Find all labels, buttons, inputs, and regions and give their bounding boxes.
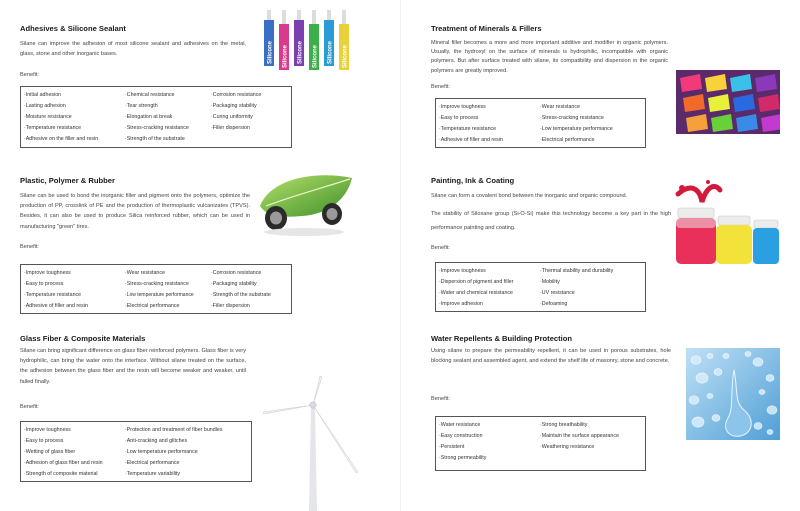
benefit-item: · Moisture resistance bbox=[24, 114, 125, 120]
table-row bbox=[439, 265, 645, 276]
silicone-tube bbox=[279, 10, 289, 70]
table-row bbox=[439, 298, 645, 309]
benefit-item: · Stress-cracking resistance bbox=[125, 281, 211, 287]
table-row bbox=[24, 289, 291, 300]
benefit-item: · Improve toughness bbox=[24, 427, 125, 433]
table-row bbox=[24, 100, 291, 111]
section-title: Treatment of Minerals & Fillers bbox=[431, 24, 542, 33]
benefit-item: · Easy to process bbox=[24, 438, 125, 444]
table-row bbox=[24, 89, 291, 100]
benefit-table bbox=[20, 86, 292, 148]
silicone-tubes-image bbox=[250, 10, 362, 74]
benefit-item: · Adhesion of glass fiber and resin bbox=[24, 460, 125, 466]
benefit-item: · Easy to process bbox=[24, 281, 125, 287]
benefit-item: · Water and chemical resistance bbox=[439, 290, 540, 296]
benefit-item: · Wear resistance bbox=[125, 270, 211, 276]
leaf-car-image bbox=[252, 166, 360, 242]
water-drop bbox=[696, 373, 708, 383]
benefit-item: · Improve adhesion bbox=[439, 301, 540, 307]
benefit-item: · Strength of the substrate bbox=[125, 136, 211, 142]
benefit-item: · Adhesive of filler and resin bbox=[24, 303, 125, 309]
section-title: Adhesives & Silicone Sealant bbox=[20, 24, 126, 33]
table-row bbox=[24, 278, 291, 289]
benefit-label: Benefit: bbox=[431, 84, 450, 90]
svg-text:Silicone: Silicone bbox=[297, 40, 304, 64]
benefit-item: · Maintain the surface appearance bbox=[540, 433, 619, 439]
benefit-item: · Low temperature performance bbox=[125, 292, 211, 298]
table-row bbox=[24, 424, 251, 435]
table-row bbox=[439, 441, 645, 452]
benefit-item: · Anti-cracking and glitches bbox=[125, 438, 187, 444]
pigment-palette-image bbox=[676, 70, 780, 134]
section-description: Using silane to prepare the permeability repellent, it can be used in porous substrates, hole blocking sealant and assembled agent, and extend the shelf life of masonry, stone and concrete. bbox=[431, 348, 671, 364]
benefit-item: · Defoaming bbox=[540, 301, 567, 307]
benefit-item: · Packaging stability bbox=[211, 103, 257, 109]
benefit-item: · Thermal stability and durability bbox=[540, 268, 613, 274]
benefit-item: · Improve toughness bbox=[439, 104, 540, 110]
water-drop bbox=[707, 353, 713, 358]
benefit-item: · Filler dispersion bbox=[211, 303, 250, 309]
water-drop bbox=[712, 415, 720, 422]
benefit-item: · Packaging stability bbox=[211, 281, 257, 287]
water-drop bbox=[689, 396, 699, 405]
benefit-item: · Mobility bbox=[540, 279, 560, 285]
table-row bbox=[439, 134, 645, 145]
table-row bbox=[439, 419, 645, 430]
section-title: Painting, Ink & Coating bbox=[431, 176, 515, 185]
silicone-tube bbox=[324, 10, 334, 66]
benefit-item: · Strong permeability bbox=[439, 455, 540, 461]
benefit-label: Benefit: bbox=[20, 404, 39, 410]
benefit-label: Benefit: bbox=[20, 72, 39, 78]
section-description: Silane can improve the adhesion of most silicone sealant and adhesives on the metal, glass, stone and other inorganic bases. bbox=[20, 41, 246, 58]
section-title: Plastic, Polymer & Rubber bbox=[20, 176, 115, 185]
benefit-item: · Elongation at break bbox=[125, 114, 211, 120]
svg-text:Silicone: Silicone bbox=[282, 44, 289, 68]
benefit-item: · Stress-cracking resistance bbox=[540, 115, 604, 121]
benefit-item: · Low temperature performance bbox=[125, 449, 198, 455]
table-row bbox=[24, 446, 251, 457]
svg-text:Silicone: Silicone bbox=[327, 40, 334, 64]
benefit-item: · Low temperature performance bbox=[540, 126, 613, 132]
water-drop bbox=[691, 356, 701, 365]
water-drop bbox=[707, 393, 713, 398]
water-drop bbox=[767, 406, 777, 415]
benefit-item: · Protection and treatment of fiber bundles bbox=[125, 427, 222, 433]
benefit-item: · Stress-cracking resistance bbox=[125, 125, 211, 131]
benefit-label: Benefit: bbox=[20, 244, 39, 250]
section-description: Mineral filler becomes a more and more important additive and modifier in organic polymers. Usually, the hydroxyl on the surface of minerals is hydrophilic, incompatible with organic polymers. But after surface treated with silane, its compatibility and dispersion in the organic polymers are greatly improved. bbox=[431, 40, 668, 74]
benefit-item: · Strength of the substrate bbox=[211, 292, 271, 298]
benefit-item: · Dispersion of pigment and filler bbox=[439, 279, 540, 285]
benefit-item: · Tear strength bbox=[125, 103, 211, 109]
water-drop bbox=[767, 429, 773, 434]
benefit-item: · Filler dispersion bbox=[211, 125, 250, 131]
paint-jars-image bbox=[672, 176, 782, 268]
benefit-item: · Corrosion resistance bbox=[211, 270, 261, 276]
water-drop bbox=[753, 358, 763, 367]
benefit-item: · Electrical performance bbox=[125, 460, 179, 466]
benefit-table bbox=[435, 416, 646, 471]
benefit-item: · UV resistance bbox=[540, 290, 575, 296]
table-row bbox=[439, 287, 645, 298]
benefit-item: · Strong breathability bbox=[540, 422, 587, 428]
svg-text:Silicone: Silicone bbox=[312, 44, 319, 68]
benefit-item: · Adhesive of filler and resin bbox=[439, 137, 540, 143]
benefit-item: · Electrical performance bbox=[125, 303, 211, 309]
table-row bbox=[24, 111, 291, 122]
table-row bbox=[439, 452, 645, 463]
table-row bbox=[24, 267, 291, 278]
table-row bbox=[24, 300, 291, 311]
benefit-item: · Easy construction bbox=[439, 433, 540, 439]
benefit-item: · Temperature variability bbox=[125, 471, 180, 477]
silicone-tube bbox=[264, 10, 274, 66]
benefit-item: · Temperature resistance bbox=[439, 126, 540, 132]
benefit-item: · Improve toughness bbox=[439, 268, 540, 274]
table-row bbox=[439, 123, 645, 134]
benefit-item: · Weathering resistance bbox=[540, 444, 594, 450]
table-row bbox=[439, 101, 645, 112]
water-drop bbox=[766, 375, 774, 382]
water-drop bbox=[754, 423, 762, 430]
table-row bbox=[24, 133, 291, 144]
wind-turbine-image bbox=[258, 376, 368, 511]
section-description: Silane can bring significant difference on glass fiber reinforced polymers. Glass fiber is very hydrophilic, can bring the water onto the interface. Without silane treated on the surface, the adhesion between the glass fiber and the resin will become weaker and weaker, until failed finally. bbox=[20, 348, 246, 385]
benefit-item: · Wetting of glass fiber bbox=[24, 449, 125, 455]
silicone-tube bbox=[309, 10, 319, 70]
svg-text:Silicone: Silicone bbox=[342, 44, 349, 68]
benefit-item: · Chemical resistance bbox=[125, 92, 211, 98]
benefit-item: · Strength of composite material bbox=[24, 471, 125, 477]
water-droplets-image bbox=[686, 348, 780, 440]
silicone-tube bbox=[294, 10, 304, 66]
svg-text:Silicone: Silicone bbox=[267, 40, 274, 64]
benefit-item: · Corrosion resistance bbox=[211, 92, 261, 98]
section-title: Glass Fiber & Composite Materials bbox=[20, 334, 146, 343]
benefit-item: · Persistent bbox=[439, 444, 540, 450]
section-description: Silane can form a covalent bond between the inorganic and organic compound. bbox=[431, 193, 628, 199]
benefit-item: · Improve toughness bbox=[24, 270, 125, 276]
section-description: The stability of Siloxane group (Si-O-Si) make this technology become a key part in the high performance painting and coating. bbox=[431, 211, 671, 231]
benefit-label: Benefit: bbox=[431, 396, 450, 402]
water-drop bbox=[745, 351, 751, 356]
benefit-item: · Temperature resistance bbox=[24, 125, 125, 131]
table-row bbox=[439, 276, 645, 287]
water-drop bbox=[723, 353, 729, 358]
table-row bbox=[439, 430, 645, 441]
benefit-item: · Electrical performance bbox=[540, 137, 594, 143]
section-title: Water Repellents & Building Protection bbox=[431, 334, 573, 343]
benefit-item: · Lasting adhesion bbox=[24, 103, 125, 109]
benefit-item: · Adhesive on the filler and resin bbox=[24, 136, 125, 142]
water-drop bbox=[759, 389, 765, 394]
table-row bbox=[439, 112, 645, 123]
benefit-table bbox=[435, 98, 646, 148]
benefit-item: · Wear resistance bbox=[540, 104, 580, 110]
benefit-item: · Initial adhesion bbox=[24, 92, 125, 98]
table-row bbox=[24, 457, 251, 468]
benefit-item: · Water resistance bbox=[439, 422, 540, 428]
benefit-item: · Easy to process bbox=[439, 115, 540, 121]
benefit-table bbox=[435, 262, 646, 312]
benefit-item: · Curing uniformity bbox=[211, 114, 253, 120]
benefit-label: Benefit: bbox=[431, 245, 450, 251]
table-row bbox=[24, 122, 291, 133]
water-drop bbox=[714, 369, 722, 376]
benefit-table bbox=[20, 421, 252, 482]
silicone-tube bbox=[339, 10, 349, 70]
benefit-table bbox=[20, 264, 292, 314]
section-description: Silane can be used to bond the inorganic filler and pigment onto the polymers, optimize the production of PP, crosslink of PE and the production of thermoplastic vulcanizates (TPVS). Besides, it can also be used to produce Silica reinforced rubber, which can be used in manufacturing "green" tires. bbox=[20, 193, 250, 230]
water-drop bbox=[692, 417, 704, 427]
table-row bbox=[24, 435, 251, 446]
table-row bbox=[24, 468, 251, 479]
page-divider bbox=[400, 0, 401, 511]
benefit-item: · Temperature resistance bbox=[24, 292, 125, 298]
